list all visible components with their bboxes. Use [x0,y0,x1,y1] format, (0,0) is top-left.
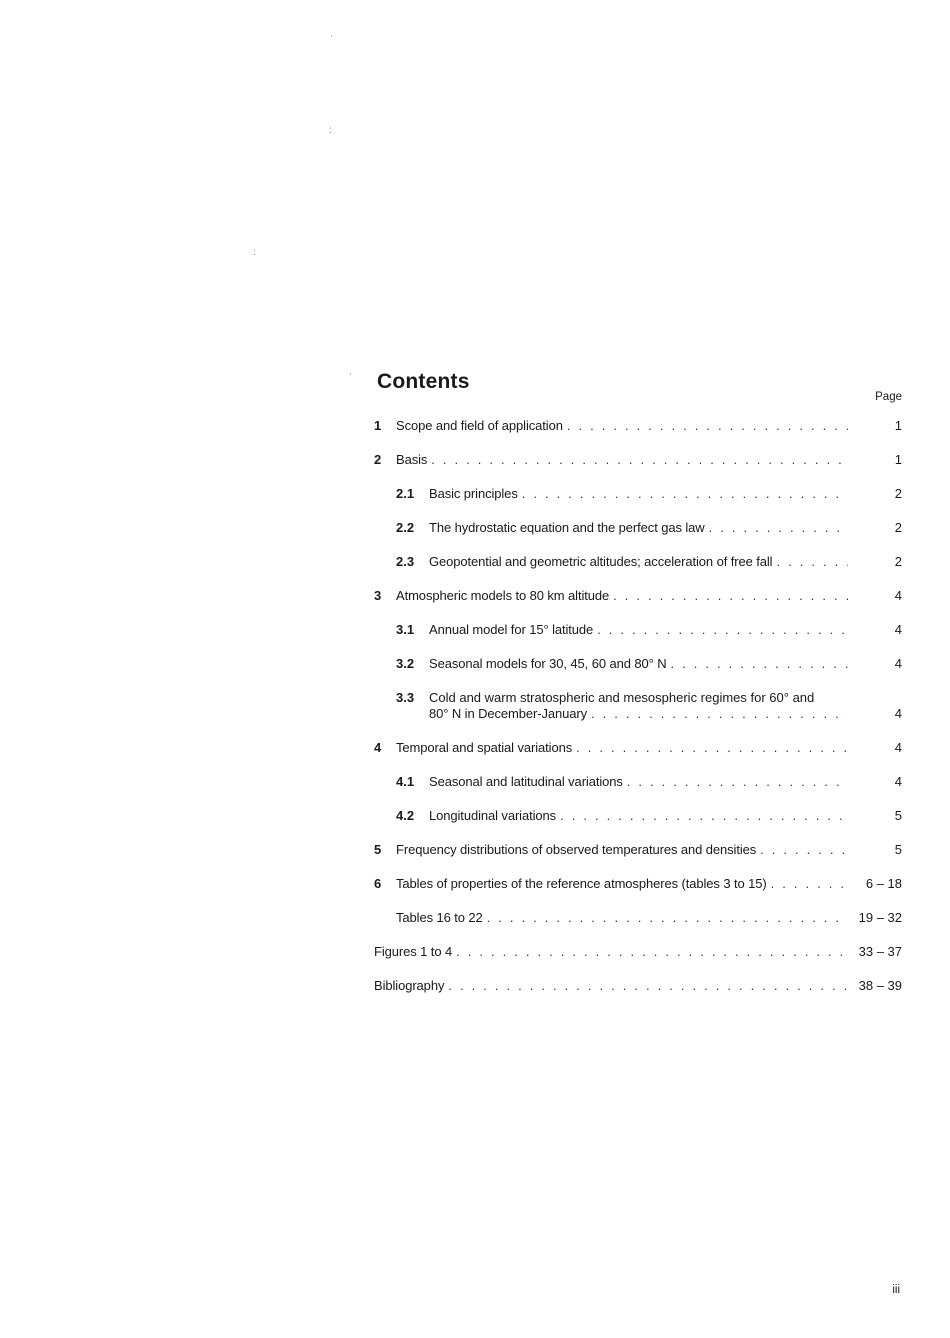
leader-dots [518,486,848,502]
toc-number: 5 [374,842,382,857]
toc-label: Frequency distributions of observed temperatures and densities [396,842,757,857]
toc-entry-1 [374,418,902,434]
leader-dots [556,808,848,824]
toc-entry-4-1 [374,774,902,790]
leader-dots [593,622,848,638]
toc-page: 5 [894,808,902,823]
toc-label: Basis [396,452,428,467]
toc-entry-3-2 [374,656,902,672]
toc-page: 1 [894,418,902,433]
toc-number: 1 [374,418,382,433]
toc-entry-2 [374,452,902,468]
leader-dots [623,774,848,790]
leader-dots [444,978,848,994]
toc-label-line1: Cold and warm stratospheric and mesospheric regimes for 60° and [429,690,815,705]
leader-dots [563,418,848,434]
toc-number: 3.1 [396,622,415,637]
toc-page: 1 [894,452,902,467]
toc-label: Basic principles [429,486,518,501]
leader-dots [667,656,848,672]
leader-dots [767,876,848,892]
leader-dots [427,452,848,468]
toc-label: Annual model for 15° latitude [429,622,594,637]
toc-page: 4 [894,622,902,637]
toc-entry-bibliography [374,978,902,994]
toc-label: Seasonal and latitudinal variations [429,774,623,789]
toc-number: 3.3 [396,690,415,705]
toc-page: 2 [894,554,902,569]
toc-entry-4-2 [374,808,902,824]
toc-entry-3-1 [374,622,902,638]
toc-page: 4 [894,656,902,671]
toc-entry-3 [374,588,902,604]
leader-dots [587,706,848,722]
toc-page: 33 – 37 [858,944,902,959]
toc-entry-6 [374,876,902,892]
scan-speck: : [329,125,332,136]
toc-number: 6 [374,876,382,891]
toc-label-line2: 80° N in December-January [429,706,588,721]
toc-page: 19 – 32 [858,910,902,925]
toc-page: 4 [894,774,902,789]
toc-number: 4 [374,740,382,755]
leader-dots [609,588,848,604]
toc-label: Atmospheric models to 80 km altitude [396,588,610,603]
toc-entry-4 [374,740,902,756]
toc-number: 2.2 [396,520,415,535]
toc-number: 4.2 [396,808,415,823]
toc-number: 4.1 [396,774,415,789]
toc-entry-2-1 [374,486,902,502]
toc-entry-tables-16-22 [374,910,902,926]
scan-speck: ˈ [349,373,353,384]
toc-page: 2 [894,520,902,535]
toc-page: 4 [894,740,902,755]
toc-entry-figures [374,944,902,960]
page-title: Contents [377,370,470,393]
toc-label: Geopotential and geometric altitudes; acceleration of free fall [429,554,773,569]
leader-dots [705,520,848,536]
toc-label: Seasonal models for 30, 45, 60 and 80° N [429,656,667,671]
toc-label: Tables 16 to 22 [396,910,483,925]
page-column-header: Page [875,391,902,403]
toc-entry-2-2 [374,520,902,536]
scan-speck: : [253,247,256,258]
toc-page: 38 – 39 [858,978,902,993]
toc-page: 4 [894,588,902,603]
toc-page: 4 [894,706,902,721]
toc-label: Figures 1 to 4 [374,944,453,959]
toc-number: 3 [374,588,382,603]
toc-number: 2 [374,452,382,467]
toc-entry-3-3 [374,690,902,722]
toc-number: 2.3 [396,554,415,569]
leader-dots [452,944,848,960]
leader-dots [483,910,848,926]
leader-dots [772,554,848,570]
toc-label: Scope and field of application [396,418,563,433]
toc-label: The hydrostatic equation and the perfect gas law [429,520,705,535]
toc-page: 6 – 18 [865,876,902,891]
scan-speck: ˈ [330,35,334,46]
leader-dots [756,842,848,858]
toc-entry-2-3 [374,554,902,570]
toc-entry-5 [374,842,902,858]
toc-label: Tables of properties of the reference atmospheres (tables 3 to 15) [396,876,767,891]
toc-page: 5 [894,842,902,857]
toc-number: 2.1 [396,486,415,501]
toc-page: 2 [894,486,902,501]
footer-page-number: iii [892,1284,900,1296]
toc-label: Temporal and spatial variations [396,740,573,755]
leader-dots [572,740,848,756]
toc-number: 3.2 [396,656,415,671]
toc-label: Longitudinal variations [429,808,557,823]
toc-label: Bibliography [374,978,445,993]
